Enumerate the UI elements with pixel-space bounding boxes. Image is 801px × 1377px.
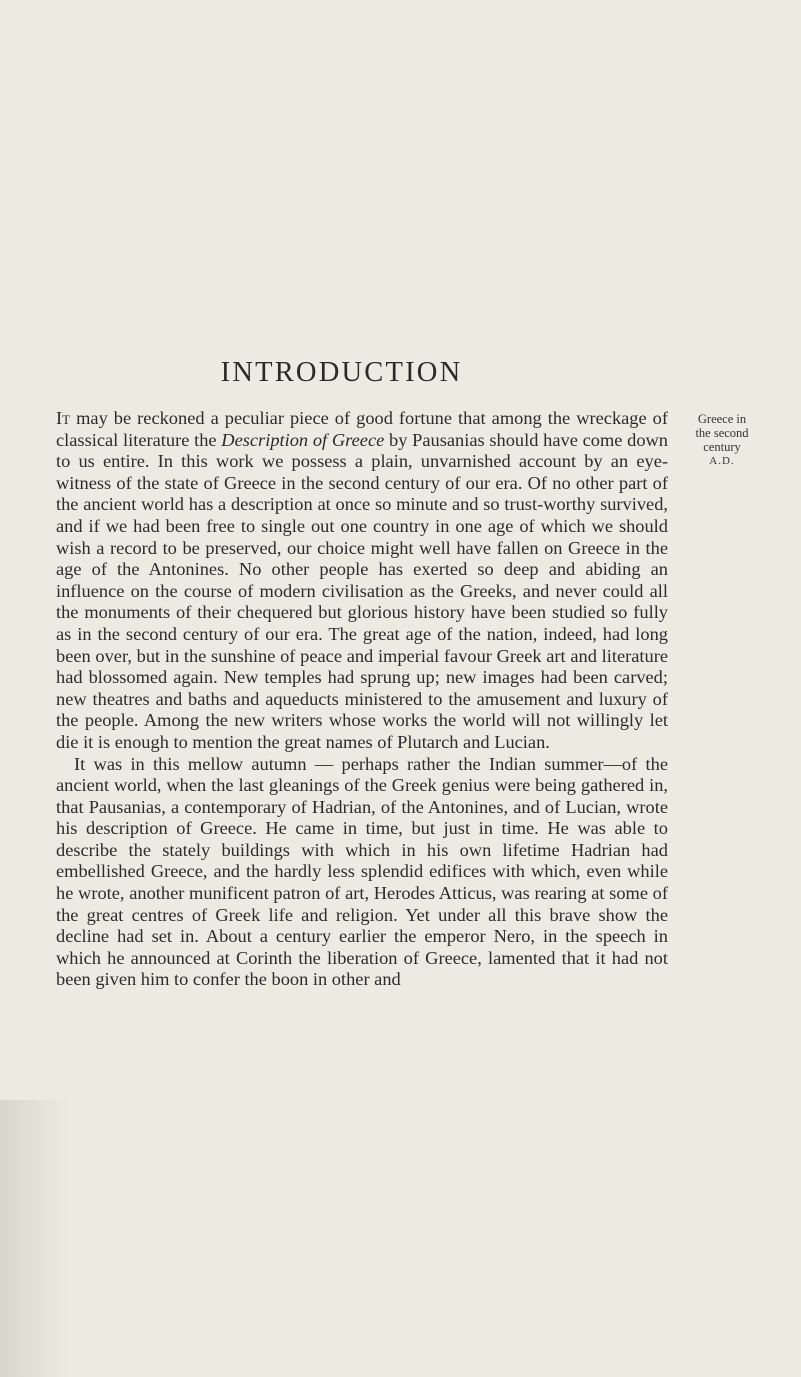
marginal-note-line: Greece in [697, 412, 747, 426]
marginal-note-line: the second [695, 426, 749, 440]
paragraph-text: by Pausanias should have come down to us entire. In this work we possess a plain, unvarnished account by an eye-witness of the state of Greece in the second century of our era. Of no other part of the ancient world has a description at once so minute and so trust-worthy survived, and if we had been free to single out one country in one age of which we should wish a record to be preserved, our choice might well have fallen on Greece in the age of the Antonines. No other people has exerted so deep and abiding an influence on the course of modern civilisation as the Greeks, and never could all the monuments of their chequered but glorious history have been studied so fully as in the second century of our era. The great age of the nation, indeed, had long been over, but in the sunshine of peace and imperial favour Greek art and literature had blossomed again. New temples had sprung up; new images had been carved; new theatres and baths and aqueducts ministered to the amusement and luxury of the people. Among the new writers whose works the world will not willingly let die it is enough to mention the great names of Plutarch and Lucian. [56, 429, 668, 752]
opening-word: It [56, 408, 71, 428]
page-edge-shadow [0, 1100, 70, 1377]
paragraph: It was in this mellow autumn — perhaps rather the Indian summer—of the ancient world, when the last gleanings of the Greek genius were being gathered in, that Pausanias, a contemporary of Hadrian, of the Antonines, and of Lucian, wrote his description of Greece. He came in time, but just in time. He was able to describe the stately buildings with which in his own lifetime Hadrian had embellished Greece, and the hardly less splendid edifices with which, even while he wrote, another munificent patron of art, Herodes Atticus, was rearing at some of the great centres of Greek life and religion. Yet under all this brave show the decline had set in. About a century earlier the emperor Nero, in the speech in which he announced at Corinth the liberation of Greece, lamented that it had not been given him to confer the boon in other and [56, 753, 668, 990]
marginal-note [676, 412, 768, 468]
paragraph [56, 408, 668, 754]
paragraph-text: may be reckoned a peculiar piece of good fortune that among the wreckage of classical literature the [56, 408, 668, 450]
body-text [56, 408, 668, 991]
book-title: Description of Greece [221, 429, 385, 450]
marginal-note-line: A.D. [709, 455, 735, 467]
page-title: INTRODUCTION [220, 357, 463, 388]
marginal-note-line: century [703, 440, 741, 454]
